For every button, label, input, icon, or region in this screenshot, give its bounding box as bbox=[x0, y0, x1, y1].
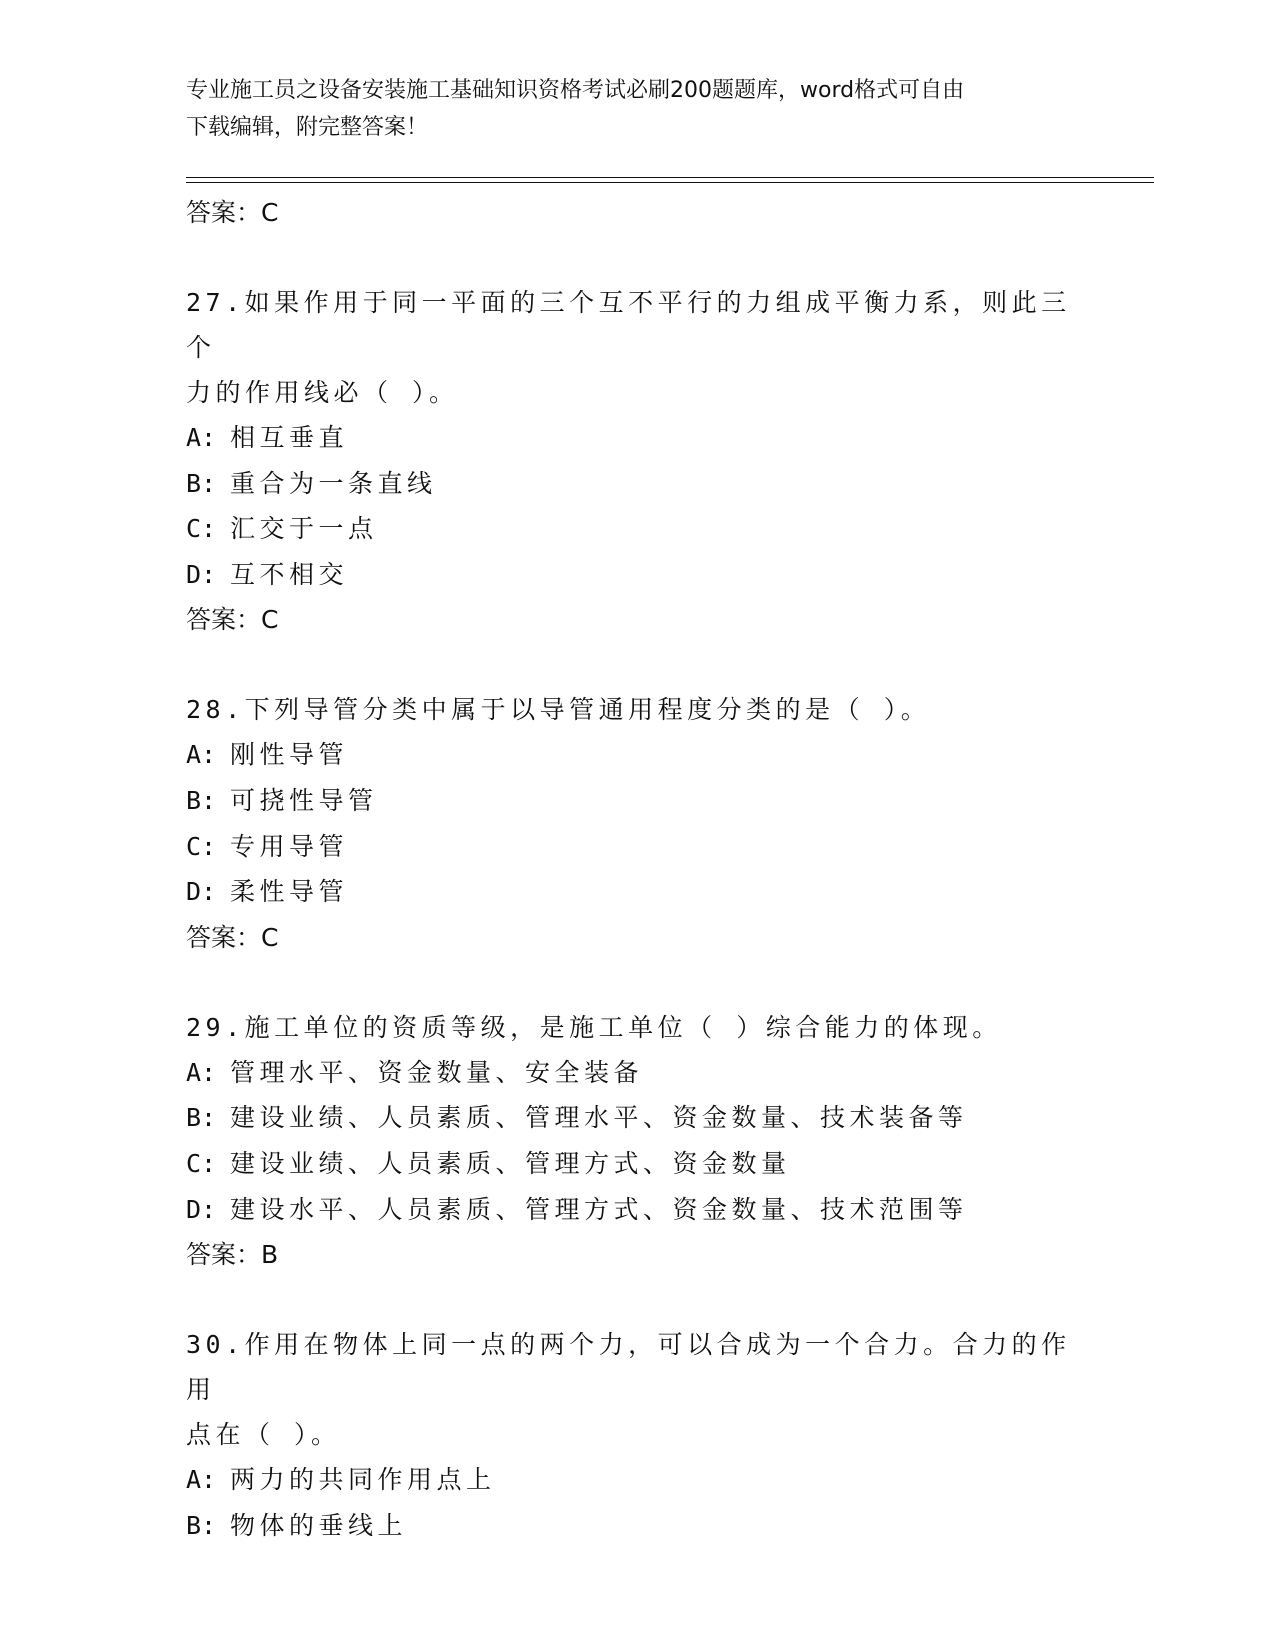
answer-line: 答案：C bbox=[186, 198, 279, 227]
question-stem-continued: 点在（ ）。 bbox=[186, 1420, 341, 1450]
answer-line: 答案：C bbox=[186, 922, 279, 952]
header-divider-bottom bbox=[186, 182, 1154, 183]
question-stem: 30.作用在物体上同一点的两个力，可以合成为一个合力。合力的作用 bbox=[186, 1330, 1071, 1405]
header-line-2: 下载编辑，附完整答案！ bbox=[186, 115, 429, 140]
option-b: B: 可挠性导管 bbox=[186, 785, 378, 815]
answer-line: 答案：C bbox=[186, 605, 279, 635]
question-27 bbox=[186, 280, 1086, 415]
option-d: D: 柔性导管 bbox=[186, 877, 349, 907]
question-stem: 28.下列导管分类中属于以导管通用程度分类的是（ ）。 bbox=[186, 695, 931, 725]
question-28 bbox=[186, 687, 1086, 732]
question-29 bbox=[186, 1005, 1086, 1050]
option-a: A: 两力的共同作用点上 bbox=[186, 1465, 496, 1495]
option-a: A: 相互垂直 bbox=[186, 423, 349, 452]
header-line-1: 专业施工员之设备安装施工基础知识资格考试必刷200题题库，word格式可自由 bbox=[186, 78, 965, 103]
option-c: C: 建设业绩、人员素质、管理方式、资金数量 bbox=[186, 1148, 791, 1178]
question-stem: 27.如果作用于同一平面的三个互不平行的力组成平衡力系，则此三个 bbox=[186, 288, 1071, 362]
option-b: B: 建设业绩、人员素质、管理水平、资金数量、技术装备等 bbox=[186, 1103, 968, 1133]
question-stem: 29.施工单位的资质等级，是施工单位（ ）综合能力的体现。 bbox=[186, 1012, 1002, 1042]
option-a: A: 刚性导管 bbox=[186, 740, 349, 770]
document-body bbox=[186, 190, 1086, 1548]
option-d: D: 建设水平、人员素质、管理方式、资金数量、技术范围等 bbox=[186, 1194, 968, 1224]
option-c: C: 汇交于一点 bbox=[186, 514, 378, 544]
option-b: B: 物体的垂线上 bbox=[186, 1510, 408, 1540]
header-divider-top bbox=[186, 177, 1154, 178]
option-a: A: 管理水平、资金数量、安全装备 bbox=[186, 1057, 644, 1087]
answer-line: 答案：B bbox=[186, 1240, 279, 1270]
option-d: D: 互不相交 bbox=[186, 559, 349, 589]
question-30 bbox=[186, 1322, 1086, 1457]
option-b: B: 重合为一条直线 bbox=[186, 468, 437, 498]
question-stem-continued: 力的作用线必（ ）。 bbox=[186, 378, 459, 407]
document-header bbox=[186, 72, 1066, 146]
option-c: C: 专用导管 bbox=[186, 831, 349, 861]
